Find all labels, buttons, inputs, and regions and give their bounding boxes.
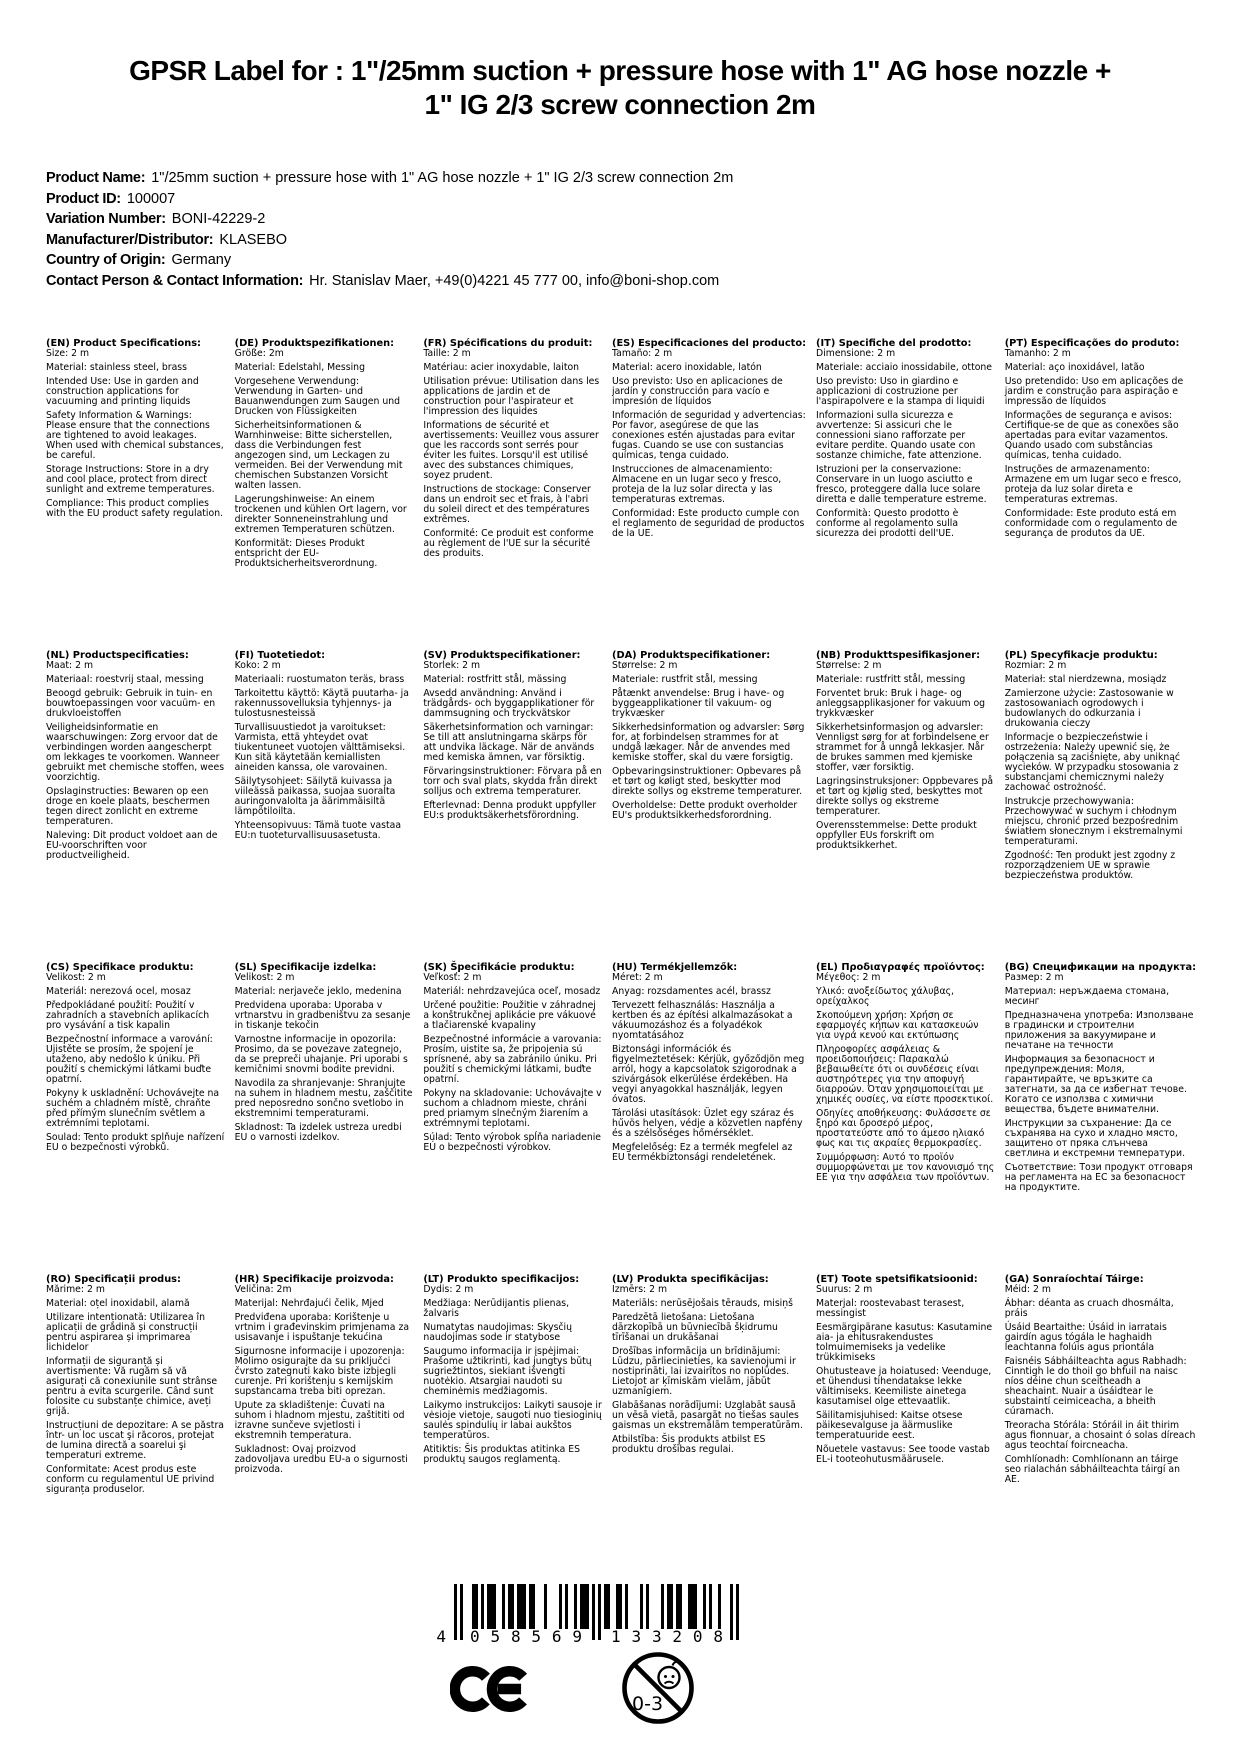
spec-block-fr bbox=[423, 339, 602, 651]
spec-paragraph: Uso previsto: Uso in giardino e applicazioni di costruzione per l'aspirapolvere e la stampa di liquidi bbox=[816, 376, 985, 407]
spec-block-de bbox=[235, 339, 414, 651]
product-info-value: 100007 bbox=[126, 190, 176, 207]
spec-paragraph: Sukladnost: Ovaj proizvod zadovoljava uredbu EU-a o sigurnosti proizvoda. bbox=[234, 1444, 408, 1475]
spec-paragraph: Méret: 2 m bbox=[611, 972, 663, 983]
spec-paragraph: Pokyny na skladovanie: Uchovávajte v suchom a chladnom mieste, chráni pred priamym slnečným žiarením a extrémnymi teplotami. bbox=[423, 1088, 602, 1129]
spec-paragraph: Overensstemmelse: Dette produkt oppfyller EUs forskrift om produktsikkerhet. bbox=[816, 820, 977, 851]
spec-paragraph: Conformitate: Acest produs este conform cu regulamentul UE privind siguranța produselor. bbox=[46, 1464, 215, 1495]
spec-paragraph: Faisnéis Sábháilteachta agus Rabhadh: Cinntigh le do thoil go bhfuil na naisc níos déine chun sceitheadh a sheachaint. Nuair a úsáidtear le substaintí ceimiceacha, a bheith cúramach. bbox=[1004, 1356, 1187, 1417]
spec-header: (DE) Produktspezifikationen: bbox=[234, 338, 394, 349]
spec-header: (ET) Toote spetsifikatsioonid: bbox=[816, 1274, 978, 1285]
spec-paragraph: Glabāšanas norādījumi: Uzglabāt sausā un vēsā vietā, pasargāt no tiešas saules gaismas un ekstremālām temperatūrām. bbox=[611, 1400, 803, 1431]
spec-paragraph: Rozmiar: 2 m bbox=[1004, 660, 1067, 671]
spec-paragraph: Informações de segurança e avisos: Certifique-se de que as conexões são apertadas para evitar vazamentos. Quando usado com substâncias químicas, tenha cuidado. bbox=[1004, 410, 1179, 461]
spec-paragraph: Instrukcje przechowywania: Przechowywać w suchym i chłodnym miejscu, chronić przed bezpośrednim światłem słonecznym i ekstremalnymi temperaturami. bbox=[1004, 796, 1183, 847]
spec-paragraph: Sicherheitsinformationen & Warnhinweise: Bitte sicherstellen, dass die Verbindungen fest angezogen sind, um Leckagen zu vermeiden. Bei der Verwendung mit chemischen Substanzen Vorsicht walten lassen. bbox=[234, 420, 403, 491]
spec-paragraph: Navodila za shranjevanje: Shranjujte na suhem in hladnem mestu, zaščitite pred neposredno sončno svetlobo in ekstremnimi temperaturami. bbox=[234, 1078, 413, 1119]
spec-paragraph: Predviđena uporaba: Korištenje u vrtnim i građevinskim primjenama za usisavanje i ispuštanje tekućina bbox=[234, 1312, 410, 1343]
spec-block-bg bbox=[1005, 963, 1196, 1275]
spec-header: (PT) Especificações do produto: bbox=[1004, 338, 1180, 349]
product-info-label: Manufacturer/Distributor: bbox=[46, 231, 214, 248]
spec-paragraph: Conformidade: Este produto está em conformidade com o regulamento de segurança de produtos da UE. bbox=[1004, 508, 1178, 539]
product-info-value: Hr. Stanislav Maer, +49(0)4221 45 777 00, info@boni-shop.com bbox=[309, 272, 720, 289]
spec-block-sv bbox=[423, 651, 602, 963]
spec-block-es bbox=[612, 339, 806, 651]
spec-paragraph: Materiál: nerezová ocel, mosaz bbox=[46, 986, 191, 997]
spec-paragraph: Atbilstība: Šis produkts atbilst ES produktu drošības regulai. bbox=[611, 1434, 766, 1455]
page-title: GPSR Label for : 1"/25mm suction + pressure hose with 1" AG hose nozzle + 1" IG 2/3 screw connection 2m bbox=[129, 55, 1111, 120]
product-info-label: Variation Number: bbox=[46, 211, 166, 227]
spec-paragraph: Medžiaga: Nerūdijantis plienas, žalvaris bbox=[423, 1298, 570, 1319]
spec-paragraph: Material: nerjaveče jeklo, medenina bbox=[234, 986, 402, 997]
spec-paragraph: Storlek: 2 m bbox=[423, 660, 481, 671]
product-info-value: KLASEBO bbox=[219, 231, 288, 248]
spec-paragraph: Säilytysohjeet: Säilytä kuivassa ja viileässä paikassa, suojaa suoralta auringonvalolta ja äärimmäisiltä lämpötiloilta. bbox=[234, 776, 396, 817]
spec-paragraph: Comhlíonadh: Comhlíonann an táirge seo rialachán sábháilteachta táirgí an AE. bbox=[1004, 1454, 1180, 1485]
spec-paragraph: Zgodność: Ten produkt jest zgodny z rozporządzeniem UE w sprawie bezpieczeństwa produktów. bbox=[1004, 850, 1176, 881]
spec-paragraph: Mărime: 2 m bbox=[46, 1284, 105, 1295]
product-info-row bbox=[46, 189, 1196, 210]
spec-paragraph: Säilitamisjuhised: Kaitse otsese päikesevalguse ja äärmuslike temperatuuride eest. bbox=[816, 1410, 963, 1441]
spec-block-et bbox=[816, 1275, 995, 1587]
spec-block-ga bbox=[1005, 1275, 1196, 1587]
spec-paragraph: Υλικό: ανοξείδωτος χάλυβας, ορείχαλκος bbox=[816, 986, 954, 1007]
spec-paragraph: Размер: 2 m bbox=[1004, 972, 1064, 983]
spec-paragraph: Intended Use: Use in garden and construction applications for vacuuming and printing liquids bbox=[46, 376, 199, 407]
spec-paragraph: Material: Edelstahl, Messing bbox=[234, 362, 365, 373]
spec-block-da bbox=[612, 651, 806, 963]
spec-paragraph: Sikkerhetsinformasjon og advarsler: Vennligst sørg for at forbindelsene er strammet for å unngå lekkasjer. Når de brukes sammen med kjemiske stoffer, vær forsiktig. bbox=[816, 722, 989, 773]
spec-paragraph: Instructions de stockage: Conserver dans un endroit sec et frais, à l'abri du soleil direct et des températures extrêmes. bbox=[423, 484, 591, 525]
spec-paragraph: Información de seguridad y advertencias: Por favor, asegúrese de que las conexiones estén ajustadas para evitar fugas. Cuando se use con sustancias químicas, tenga cuidado. bbox=[611, 410, 806, 461]
barcode-digit-system: 4 bbox=[436, 1627, 446, 1646]
spec-block-nl bbox=[46, 651, 225, 963]
spec-header: (IT) Specifiche del prodotto: bbox=[816, 338, 972, 349]
ean-barcode bbox=[432, 1584, 750, 1648]
spec-paragraph: Tamaño: 2 m bbox=[611, 348, 673, 359]
spec-paragraph: Ohutusteave ja hoiatused: Veenduge, et ühendusi tihendatakse lekke vältimiseks. Keemiliste ainetega kasutamisel olge ettevaatlik. bbox=[816, 1366, 992, 1407]
product-info-value: 1"/25mm suction + pressure hose with 1" AG hose nozzle + 1" IG 2/3 screw connection 2m bbox=[151, 170, 734, 186]
spec-paragraph: Zamierzone użycie: Zastosowanie w zastosowaniach ogrodowych i budowlanych do odkurzania i drukowania cieczy bbox=[1004, 688, 1174, 729]
spec-header: (ES) Especificaciones del producto: bbox=[611, 338, 807, 349]
spec-paragraph: Anyag: rozsdamentes acél, brassz bbox=[611, 986, 771, 997]
spec-paragraph: Πληροφορίες ασφάλειας & προειδοποιήσεις: Παρακαλώ βεβαιωθείτε ότι οι συνδέσεις είναι αυστηρότερες για την αποφυγή διαρροών. Όταν χρησιμοποιείται με χημικές ουσίες, να είστε προσεκτικοί. bbox=[816, 1044, 994, 1105]
spec-block-sl bbox=[235, 963, 414, 1275]
spec-paragraph: Laikymo instrukcijos: Laikyti sausoje ir vėsioje vietoje, saugoti nuo tiesioginių saulės spindulių ir labai aukštos temperatūros. bbox=[423, 1400, 602, 1441]
spec-paragraph: Conformità: Questo prodotto è conforme al regolamento sulla sicurezza dei prodotti dell'UE. bbox=[816, 508, 959, 539]
spec-paragraph: Lagringsinstruksjoner: Oppbevares på et tørt og kjølig sted, beskyttes mot direkte sollys og ekstreme temperaturer. bbox=[816, 776, 994, 817]
spec-paragraph: Material: rostfritt stål, mässing bbox=[423, 674, 567, 685]
product-info-label: Country of Origin: bbox=[46, 252, 166, 268]
spec-paragraph: Predvidena uporaba: Uporaba v vrtnarstvu in gradbeništvu za sesanje in tiskanje tekočin bbox=[234, 1000, 411, 1031]
spec-paragraph: Yhteensopivuus: Tämä tuote vastaa EU:n tuoteturvallisuusasetusta. bbox=[234, 820, 402, 841]
spec-paragraph: Material: stainless steel, brass bbox=[46, 362, 187, 373]
spec-paragraph: Informații de siguranță și avertismente: Vă rugăm să vă asigurați că conexiunile sunt strânse pentru a evita scurgerile. Când sunt folosite cu substanțe chimice, aveți grijă. bbox=[46, 1356, 218, 1417]
spec-paragraph: Material: aço inoxidável, latão bbox=[1004, 362, 1145, 373]
spec-header: (BG) Спецификации на продукта: bbox=[1004, 962, 1196, 973]
spec-paragraph: Информация за безопасност и предупреждения: Моля, гарантирайте, че връзките са затегнати, за да се избегнат течове. Когато се използва с химични вещества, бъдете внимателни. bbox=[1004, 1054, 1187, 1115]
spec-paragraph: Size: 2 m bbox=[46, 348, 90, 359]
spec-paragraph: Materiał: stal nierdzewna, mosiądz bbox=[1004, 674, 1167, 685]
spec-paragraph: Compliance: This product complies with the EU product safety regulation. bbox=[46, 498, 224, 519]
spec-paragraph: Tervezett felhasználás: Használja a kertben és az építési alkalmazásokat a vákuumozáshoz és a folyadékok nyomtatásához bbox=[611, 1000, 793, 1041]
spec-paragraph: Taille: 2 m bbox=[423, 348, 471, 359]
spec-header: (LV) Produkta specifikācijas: bbox=[611, 1274, 769, 1285]
product-info-row bbox=[46, 250, 1196, 271]
spec-block-sk bbox=[423, 963, 602, 1275]
spec-paragraph: Materiāls: nerūsējošais tērauds, misiņš bbox=[611, 1298, 794, 1309]
spec-paragraph: Méid: 2 m bbox=[1004, 1284, 1051, 1295]
spec-header: (SV) Produktspecifikationer: bbox=[423, 650, 581, 661]
spec-paragraph: Conformidad: Este producto cumple con el reglamento de seguridad de productos de la UE. bbox=[611, 508, 805, 539]
spec-paragraph: Izmērs: 2 m bbox=[611, 1284, 668, 1295]
spec-block-pt bbox=[1005, 339, 1196, 651]
product-info-label: Product ID: bbox=[46, 190, 121, 207]
spec-header: (SL) Specifikacije izdelka: bbox=[234, 962, 377, 973]
spec-block-fi bbox=[235, 651, 414, 963]
spec-paragraph: Súlad: Tento výrobok spĺňa nariadenie EÚ o bezpečnosti výrobkov. bbox=[423, 1132, 602, 1153]
spec-paragraph: Größe: 2m bbox=[234, 348, 284, 359]
spec-paragraph: Drošības informācija un brīdinājumi: Lūdzu, pārliecinieties, ka savienojumi ir nostiprināti, lai izvairītos no noplūdes. Lietojot ar ķīmiskām vielām, jābūt uzmanīgiem. bbox=[611, 1346, 796, 1397]
spec-header: (HU) Termékjellemzők: bbox=[611, 962, 738, 973]
spec-paragraph: Uso previsto: Uso en aplicaciones de jardín y construcción para vacío e impresión de líquidos bbox=[611, 376, 783, 407]
spec-paragraph: Suurus: 2 m bbox=[816, 1284, 873, 1295]
spec-paragraph: Σκοπούμενη χρήση: Χρήση σε εφαρμογές κήπων και κατασκευών για υγρά κενού και εκτύπωσης bbox=[816, 1010, 979, 1041]
spec-paragraph: Οδηγίες αποθήκευσης: Φυλάσσετε σε ξηρό και δροσερό μέρος, προστατεύστε από το άμεσο ηλιακό φως και τις ακραίες θερμοκρασίες. bbox=[816, 1108, 991, 1149]
spec-paragraph: Materjal: roostevabast terasest, messingist bbox=[816, 1298, 965, 1319]
spec-paragraph: Instrucțiuni de depozitare: A se păstra într- un loc uscat şi răcoros, protejat de lumina directă a soarelui şi temperaturi extreme. bbox=[46, 1420, 224, 1461]
spec-paragraph: Konformität: Dieses Produkt entspricht der EU-Produktsicherheitsverordnung. bbox=[234, 538, 378, 569]
spec-block-lt bbox=[423, 1275, 602, 1587]
spec-paragraph: Velikost: 2 m bbox=[46, 972, 106, 983]
spec-paragraph: Upute za skladištenje: Čuvati na suhom i hladnom mjestu, zaštititi od izravne sunčeve svjetlosti i ekstremnih temperatura. bbox=[234, 1400, 405, 1441]
spec-paragraph: Istruzioni per la conservazione: Conservare in un luogo asciutto e fresco, proteggere dalla luce solare diretta e dalle temperature estreme. bbox=[816, 464, 987, 505]
spec-paragraph: Eesmärgipärane kasutus: Kasutamine aia- ja ehitusrakendustes tolmuimemiseks ja vedelike trükkimiseks bbox=[816, 1322, 993, 1363]
spec-header: (DA) Produktspecifikationer: bbox=[611, 650, 771, 661]
spec-paragraph: Informacje o bezpieczeństwie i ostrzeżenia: Należy upewnić się, że połączenia są zaciśnięte, aby uniknąć wycieków. W przypadku stosowania z substancjami chemicznymi należy zachować ostrożność. bbox=[1004, 732, 1181, 793]
spec-paragraph: Conformité: Ce produit est conforme au règlement de l'UE sur la sécurité des produits. bbox=[423, 528, 594, 559]
product-info-label: Contact Person & Contact Information: bbox=[46, 272, 304, 289]
spec-paragraph: Opslaginstructies: Bewaren op een droge en koele plaats, beschermen tegen direct zonlicht en extreme temperaturen. bbox=[46, 786, 210, 827]
spec-paragraph: Safety Information & Warnings: Please ensure that the connections are tightened to avoid leakages. When used with chemical substances, be careful. bbox=[46, 410, 224, 461]
spec-paragraph: Material: oțel inoxidabil, alamă bbox=[46, 1298, 190, 1309]
spec-paragraph: Turvallisuustiedot ja varoitukset: Varmista, että yhteydet ovat tiukentuneet vuotojen välttämiseksi. Kun sitä käytetään kemiallisten aineiden kanssa, ole varovainen. bbox=[234, 722, 406, 773]
spec-paragraph: Pokyny k uskladnění: Uchovávejte na suchém a chladném místě, chraňte před přímým slunečním světlem a extrémními teplotami. bbox=[46, 1088, 220, 1129]
spec-paragraph: Matériau: acier inoxydable, laiton bbox=[423, 362, 580, 373]
spec-paragraph: Materiale: rustfritt stål, messing bbox=[816, 674, 966, 685]
spec-paragraph: Beoogd gebruik: Gebruik in tuin- en bouwtoepassingen voor vacuüm- en drukvloeistoffen bbox=[46, 688, 216, 719]
spec-paragraph: Veiligheidsinformatie en waarschuwingen: Zorg ervoor dat de verbindingen worden aangescherpt om lekkages te voorkomen. Wanneer gebruikt met chemische stoffen, wees voorzichtig. bbox=[46, 722, 225, 783]
spec-paragraph: Tamanho: 2 m bbox=[1004, 348, 1071, 359]
spec-paragraph: Съответствие: Този продукт отговаря на регламента на ЕС за безопасност на продуктите. bbox=[1004, 1162, 1193, 1193]
spec-paragraph: Velikost: 2 m bbox=[234, 972, 295, 983]
product-info-value: BONI-42229-2 bbox=[171, 211, 266, 227]
barcode-digits-right: 133208 bbox=[611, 1627, 723, 1646]
spec-paragraph: Sikkerhedsinformation og advarsler: Sørg for, at forbindelsen strammes for at undgå lækager. Når de anvendes med kemiske stoffer, skal du være forsigtig. bbox=[611, 722, 805, 763]
spec-paragraph: Dimensione: 2 m bbox=[816, 348, 896, 359]
spec-header: (EN) Product Specifications: bbox=[46, 338, 201, 349]
spec-paragraph: Overholdelse: Dette produkt overholder EU's produktsikkerhedsforordning. bbox=[611, 800, 798, 821]
spec-block-it bbox=[816, 339, 995, 651]
spec-block-el bbox=[816, 963, 995, 1275]
spec-paragraph: Utilisation prévue: Utilisation dans les applications de jardin et de construction pour l'aspirateur et l'impression des liquides bbox=[423, 376, 600, 417]
spec-paragraph: Påtænkt anvendelse: Brug i have- og byggeapplikationer til vakuum- og trykvæsker bbox=[611, 688, 785, 719]
spec-paragraph: Předpokládané použití: Použití v zahradních a stavebních aplikacích pro vysávání a tisk kapalin bbox=[46, 1000, 210, 1031]
spec-paragraph: Atitiktis: Šis produktas atitinka ES produktų saugos reglamentą. bbox=[423, 1444, 581, 1465]
spec-paragraph: Størrelse: 2 m bbox=[816, 660, 882, 671]
spec-paragraph: Určené použitie: Použitie v záhradnej a konštrukčnej aplikácie pre vákuové a tlačiarenské kvapaliny bbox=[423, 1000, 596, 1031]
spec-header: (NB) Produkttspesifikasjoner: bbox=[816, 650, 981, 661]
barcode-svg bbox=[432, 1584, 750, 1648]
spec-paragraph: Tarkoitettu käyttö: Käytä puutarha- ja rakennussovelluksia tyhjennys- ja tulostusnesteissä bbox=[234, 688, 409, 719]
product-info-row bbox=[46, 271, 1196, 292]
spec-paragraph: Paredzētā lietošana: Lietošana dārzkopībā un būvniecībā šķidrumu tīrīšanai un drukāšanai bbox=[611, 1312, 778, 1343]
spec-paragraph: Storage Instructions: Store in a dry and cool place, protect from direct sunlight and extreme temperatures. bbox=[46, 464, 215, 495]
spec-header: (FI) Tuotetiedot: bbox=[234, 650, 326, 661]
spec-paragraph: Materiál: nehrdzavejúca oceľ, mosadz bbox=[423, 986, 601, 997]
spec-paragraph: Soulad: Tento produkt splňuje nařízení EU o bezpečnosti výrobků. bbox=[46, 1132, 225, 1153]
spec-paragraph: Informazioni sulla sicurezza e avvertenze: Si assicuri che le connessioni siano rafforzate per evitare perdite. Quando usate con sostanze chimiche, fate attenzione. bbox=[816, 410, 982, 461]
product-info-label: Product Name: bbox=[46, 170, 146, 186]
spec-header: (FR) Spécifications du produit: bbox=[423, 338, 593, 349]
spec-paragraph: Инструкции за съхранение: Да се съхранява на сухо и хладно място, защитено от пряка слънчева светлина и екстремни температури. bbox=[1004, 1118, 1186, 1159]
spec-paragraph: Ábhar: déanta as cruach dhosmálta, práis bbox=[1004, 1298, 1174, 1319]
spec-header: (NL) Productspecificaties: bbox=[46, 650, 189, 661]
spec-paragraph: Forventet bruk: Bruk i hage- og anleggsapplikasjoner for vakuum og trykkvæsker bbox=[816, 688, 986, 719]
spec-paragraph: Materiale: acciaio inossidabile, ottone bbox=[816, 362, 993, 373]
spec-paragraph: Material: acero inoxidable, latón bbox=[611, 362, 762, 373]
age-warning-0-3-icon bbox=[620, 1650, 696, 1730]
spec-header: (HR) Specifikacije proizvoda: bbox=[234, 1274, 394, 1285]
spec-paragraph: Opbevaringsinstruktioner: Opbevares på et tørt og køligt sted, beskytter mod direkte sollys og ekstreme temperaturer. bbox=[611, 766, 803, 797]
spec-paragraph: Materijal: Nehrđajući čelik, Mjed bbox=[234, 1298, 384, 1309]
spec-paragraph: Koko: 2 m bbox=[234, 660, 281, 671]
spec-paragraph: Avsedd användning: Använd i trädgårds- och byggapplikationer för dammsugning och tryckvätskor bbox=[423, 688, 595, 719]
spec-paragraph: Bezpečnostní informace a varování: Ujistěte se prosím, že spojení je utaženo, aby nedošlo k úniku. Při použití s chemickými látkami buďte opatrní. bbox=[46, 1034, 213, 1085]
spec-paragraph: Varnostne informacije in opozorila: Prosimo, da se povezave zategnejo, da se prepreči uhajanje. Pri uporabi s kemičnimi snovmi bodite previdni. bbox=[234, 1034, 408, 1075]
spec-paragraph: Instruções de armazenamento: Armazene em um lugar seco e fresco, proteja da luz solar direta e temperaturas extremas. bbox=[1004, 464, 1182, 505]
spec-paragraph: Saugumo informacija ir įspėjimai: Prašome užtikrinti, kad jungtys būtų sugriežtintos, siekiant išvengti nuotėkio. Atsargiai naudoti su cheminėmis medžiagomis. bbox=[423, 1346, 592, 1397]
spec-paragraph: Tárolási utasítások: Üzlet egy száraz és hűvös helyen, védje a közvetlen napfény és a szélsőséges hőmérséklet. bbox=[611, 1108, 803, 1139]
spec-paragraph: Uso pretendido: Uso em aplicações de jardim e construção para aspiração e impressão de líquidos bbox=[1004, 376, 1184, 407]
spec-paragraph: Biztonsági információk és figyelmeztetések: Kérjük, győződjön meg arról, hogy a kapcsolatok szigorodnak a szivárgások elkerülése érdekében. Ha vegyi anyagokkal használják, legyen óvatos. bbox=[611, 1044, 805, 1105]
spec-block-nb bbox=[816, 651, 995, 963]
spec-grid bbox=[46, 339, 1196, 1587]
spec-paragraph: Lagerungshinweise: An einem trockenen und kühlen Ort lagern, vor direkter Sonneneinstrahlung und extremen Temperaturen schützen. bbox=[234, 494, 407, 535]
spec-header: (SK) Špecifikácie produktu: bbox=[423, 962, 575, 973]
spec-block-pl bbox=[1005, 651, 1196, 963]
spec-paragraph: Skladnost: Ta izdelek ustreza uredbi EU o varnosti izdelkov. bbox=[234, 1122, 402, 1143]
spec-paragraph: Nõuetele vastavus: See toode vastab EL-i tooteohutusmäärusele. bbox=[816, 1444, 990, 1465]
spec-paragraph: Megfelelőség: Ez a termék megfelel az EU termékbiztonsági rendeletének. bbox=[611, 1142, 793, 1163]
spec-paragraph: Numatytas naudojimas: Skysčių naudojimas sode ir statybose bbox=[423, 1322, 573, 1343]
spec-paragraph: Säkerhetsinformation och varningar: Se till att anslutningarna skärps för att undvika läckage. När de används med kemiska ämnen, var försiktig. bbox=[423, 722, 595, 763]
product-info-row bbox=[46, 168, 1196, 189]
age-range-text: 0-3 bbox=[632, 1693, 664, 1715]
spec-paragraph: Materiale: rustfrit stål, messing bbox=[611, 674, 758, 685]
spec-paragraph: Vorgesehene Verwendung: Verwendung in Garten- und Bauanwendungen zum Saugen und Drucken von Flüssigkeiten bbox=[234, 376, 401, 417]
spec-block-hr bbox=[235, 1275, 414, 1587]
spec-paragraph: Μέγεθος: 2 m bbox=[816, 972, 881, 983]
spec-block-lv bbox=[612, 1275, 806, 1587]
spec-paragraph: Naleving: Dit product voldoet aan de EU-voorschriften voor productveiligheid. bbox=[46, 830, 218, 861]
spec-paragraph: Materiaal: roestvrij staal, messing bbox=[46, 674, 204, 685]
spec-paragraph: Sigurnosne informacije i upozorenja: Molimo osigurajte da su priključci čvrsto zategnuti kako biste izbjegli curenje. Pri korištenju s kemijskim supstancama treba biti oprezan. bbox=[234, 1346, 405, 1397]
spec-paragraph: Treoracha Stórála: Stóráil in áit thirim agus fionnuar, a chosaint ó solas díreach agus teochtaí foircneacha. bbox=[1004, 1420, 1196, 1451]
spec-paragraph: Efterlevnad: Denna produkt uppfyller EU:s produktsäkerhetsförordning. bbox=[423, 800, 597, 821]
spec-header: (LT) Produkto specifikacijos: bbox=[423, 1274, 580, 1285]
product-info-row bbox=[46, 230, 1196, 251]
spec-paragraph: Informations de sécurité et avertissements: Veuillez vous assurer que les raccords sont serrés pour éviter les fuites. Lorsqu'il est utilisé avec des substances chimiques, soyez prudent. bbox=[423, 420, 599, 481]
baby-face-icon bbox=[659, 1662, 680, 1688]
spec-header: (GA) Sonraíochtaí Táirge: bbox=[1004, 1274, 1144, 1285]
spec-header: (RO) Specificații produs: bbox=[46, 1274, 181, 1285]
barcode-digits-left: 058569 bbox=[470, 1627, 582, 1646]
spec-block-hu bbox=[612, 963, 806, 1275]
spec-paragraph: Bezpečnostné informácie a varovania: Prosím, uistite sa, že pripojenia sú sprísnené, aby sa zabránilo úniku. Pri použití s chemickými látkami, buďte opatrní. bbox=[423, 1034, 602, 1085]
spec-paragraph: Συμμόρφωση: Αυτό το προϊόν συμμορφώνεται με τον κανονισμό της ΕΕ για την ασφάλεια των προϊόντων. bbox=[816, 1152, 995, 1183]
spec-paragraph: Veľkosť: 2 m bbox=[423, 972, 482, 983]
spec-paragraph: Størrelse: 2 m bbox=[611, 660, 678, 671]
product-info-row bbox=[46, 209, 1196, 230]
spec-header: (PL) Specyfikacje produktu: bbox=[1004, 650, 1158, 661]
spec-paragraph: Materiaali: ruostumaton teräs, brass bbox=[234, 674, 405, 685]
spec-block-cs bbox=[46, 963, 225, 1275]
spec-paragraph: Dydis: 2 m bbox=[423, 1284, 474, 1295]
product-info bbox=[46, 168, 1196, 291]
spec-paragraph: Instrucciones de almacenamiento: Almacene en un lugar seco y fresco, proteja de la luz solar directa y las temperaturas extremas. bbox=[611, 464, 782, 505]
spec-paragraph: Utilizare intenționată: Utilizarea în aplicații de grădină și construcții pentru aspirarea și imprimarea lichidelor bbox=[46, 1312, 205, 1353]
spec-paragraph: Предназначена употреба: Използване в градински и строителни приложения за вакуумиране и печатане на течности bbox=[1004, 1010, 1194, 1051]
spec-paragraph: Veličina: 2m bbox=[234, 1284, 292, 1295]
spec-paragraph: Материал: неръждаема стомана, месинг bbox=[1004, 986, 1170, 1007]
product-info-value: Germany bbox=[171, 252, 232, 268]
spec-header: (EL) Προδιαγραφές προϊόντος: bbox=[816, 962, 985, 973]
ce-mark-icon bbox=[450, 1662, 534, 1720]
spec-paragraph: Förvaringsinstruktioner: Förvara på en torr och sval plats, skydda från direkt solljus och extrema temperaturer. bbox=[423, 766, 602, 797]
spec-header: (CS) Specifikace produktu: bbox=[46, 962, 194, 973]
spec-paragraph: Úsáid Beartaithe: Úsáid in iarratais gairdín agus tógála le haghaidh leachtanna folúis agus priontála bbox=[1004, 1322, 1167, 1353]
spec-block-ro bbox=[46, 1275, 225, 1587]
spec-paragraph: Maat: 2 m bbox=[46, 660, 94, 671]
spec-block-en bbox=[46, 339, 225, 651]
